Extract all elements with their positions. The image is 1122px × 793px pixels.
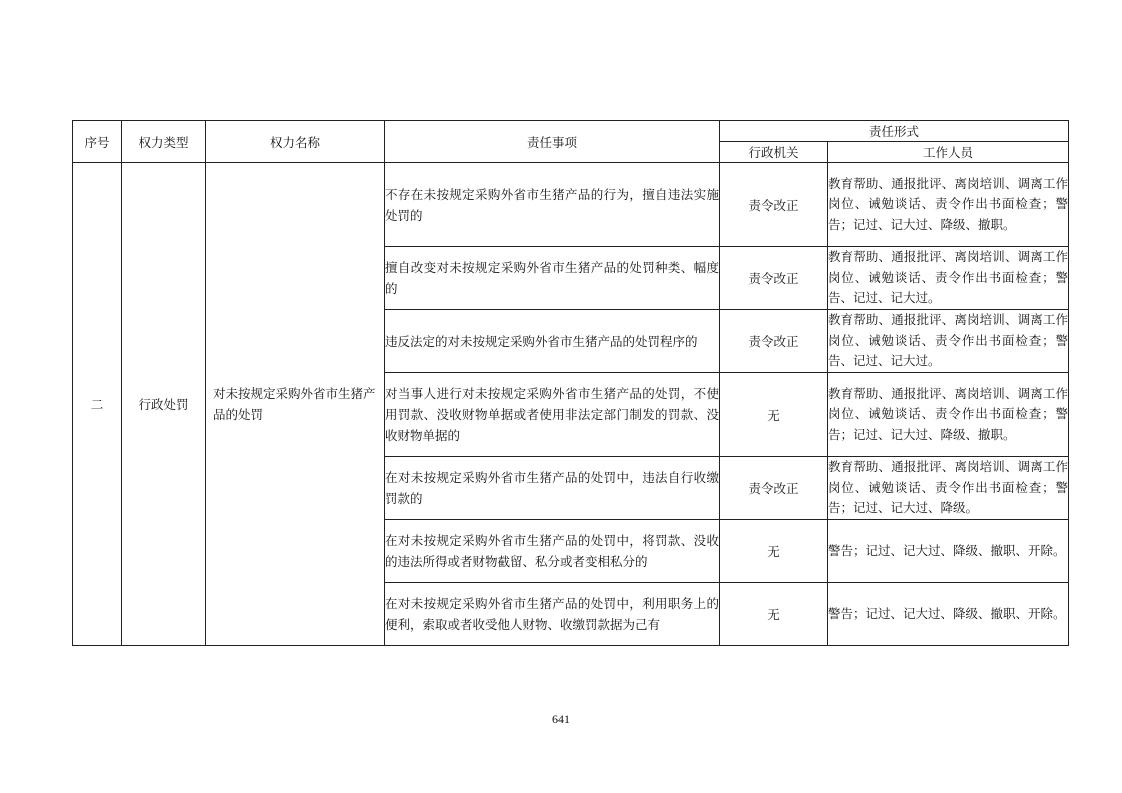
header-org: 行政机关 bbox=[720, 142, 828, 163]
responsibility-table bbox=[72, 120, 1069, 646]
staff-cell: 教育帮助、通报批评、离岗培训、调离工作岗位、诫勉谈话、责令作出书面检查；警告；记过、记大过、降级、撤职。 bbox=[828, 163, 1069, 247]
org-cell: 责令改正 bbox=[720, 163, 828, 247]
staff-cell: 教育帮助、通报批评、离岗培训、调离工作岗位、诫勉谈话、责令作出书面检查；警告、记过、记大过。 bbox=[828, 247, 1069, 310]
header-seq: 序号 bbox=[73, 121, 122, 163]
matter-cell: 不存在未按规定采购外省市生猪产品的行为，擅自违法实施处罚的 bbox=[385, 163, 720, 247]
table-row bbox=[73, 163, 1069, 247]
matter-cell: 在对未按规定采购外省市生猪产品的处罚中，利用职务上的便利，索取或者收受他人财物、收缴罚款据为己有 bbox=[385, 583, 720, 646]
staff-cell: 警告；记过、记大过、降级、撤职、开除。 bbox=[828, 583, 1069, 646]
staff-cell: 教育帮助、通报批评、离岗培训、调离工作岗位、诫勉谈话、责令作出书面检查；警告、记过、记大过。 bbox=[828, 310, 1069, 373]
matter-cell: 在对未按规定采购外省市生猪产品的处罚中，违法自行收缴罚款的 bbox=[385, 457, 720, 520]
matter-cell: 违反法定的对未按规定采购外省市生猪产品的处罚程序的 bbox=[385, 310, 720, 373]
org-cell: 无 bbox=[720, 373, 828, 457]
org-cell: 责令改正 bbox=[720, 457, 828, 520]
header-matter: 责任事项 bbox=[385, 121, 720, 163]
org-cell: 无 bbox=[720, 520, 828, 583]
org-cell: 责令改正 bbox=[720, 310, 828, 373]
header-power-name: 权力名称 bbox=[206, 121, 385, 163]
matter-cell: 在对未按规定采购外省市生猪产品的处罚中，将罚款、没收的违法所得或者财物截留、私分或者变相私分的 bbox=[385, 520, 720, 583]
seq-cell: 二 bbox=[73, 163, 122, 646]
header-power-type: 权力类型 bbox=[122, 121, 206, 163]
matter-cell: 对当事人进行对未按规定采购外省市生猪产品的处罚，不使用罚款、没收财物单据或者使用非法定部门制发的罚款、没收财物单据的 bbox=[385, 373, 720, 457]
power-name-cell: 对未按规定采购外省市生猪产品的处罚 bbox=[206, 163, 385, 646]
matter-cell: 擅自改变对未按规定采购外省市生猪产品的处罚种类、幅度的 bbox=[385, 247, 720, 310]
org-cell: 责令改正 bbox=[720, 247, 828, 310]
org-cell: 无 bbox=[720, 583, 828, 646]
staff-cell: 警告；记过、记大过、降级、撤职、开除。 bbox=[828, 520, 1069, 583]
staff-cell: 教育帮助、通报批评、离岗培训、调离工作岗位、诫勉谈话、责令作出书面检查；警告；记过、记大过、降级、撤职。 bbox=[828, 373, 1069, 457]
staff-cell: 教育帮助、通报批评、离岗培训、调离工作岗位、诫勉谈话、责令作出书面检查；警告；记过、记大过、降级。 bbox=[828, 457, 1069, 520]
power-type-cell: 行政处罚 bbox=[122, 163, 206, 646]
page-number: 641 bbox=[552, 712, 570, 726]
header-staff: 工作人员 bbox=[828, 142, 1069, 163]
header-form: 责任形式 bbox=[720, 121, 1069, 142]
